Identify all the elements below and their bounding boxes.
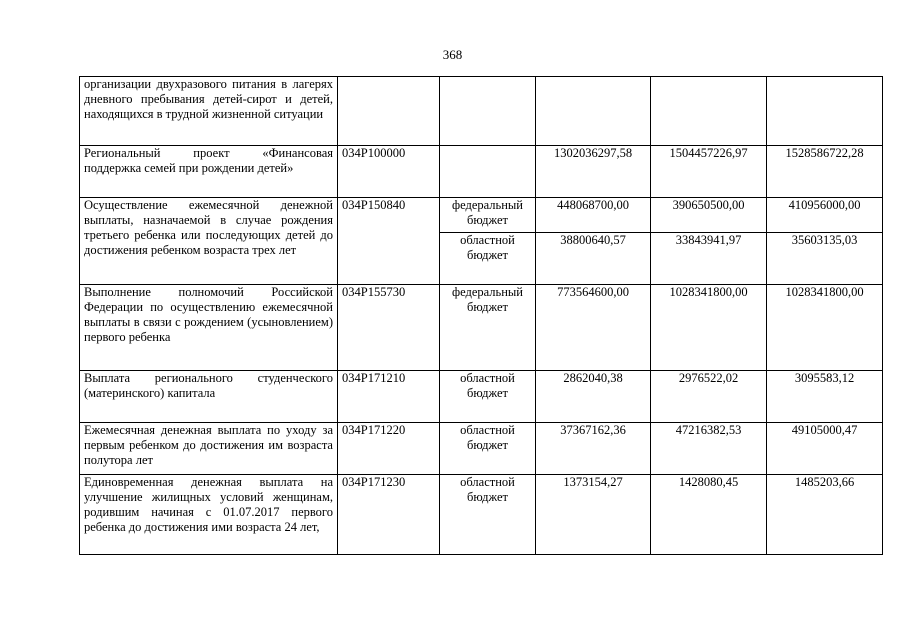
row-code-cell: 034P171220	[338, 423, 440, 475]
row-value-cell: 1028341800,00	[651, 285, 767, 371]
row-source-cell	[440, 77, 536, 146]
row-value-cell	[767, 77, 883, 146]
table-row	[80, 285, 883, 371]
row-value-cell: 448068700,00	[536, 198, 651, 233]
row-code-cell: 034P155730	[338, 285, 440, 371]
row-value-cell: 38800640,57	[536, 233, 651, 285]
row-source-cell: федеральный бюджет	[440, 285, 536, 371]
row-value-cell: 2862040,38	[536, 371, 651, 423]
budget-table	[79, 76, 883, 555]
row-value-cell	[651, 77, 767, 146]
row-value-cell: 37367162,36	[536, 423, 651, 475]
row-value-cell: 1302036297,58	[536, 146, 651, 198]
row-code-cell	[338, 77, 440, 146]
row-value-cell: 1028341800,00	[767, 285, 883, 371]
row-code-cell: 034P100000	[338, 146, 440, 198]
row-value-cell: 1485203,66	[767, 475, 883, 555]
row-name-cell: Выполнение полномочий Российской Федерации по осуществлению ежемесячной выплаты в связи с рождением (усыновлением) первого ребенка	[80, 285, 338, 371]
row-value-cell: 390650500,00	[651, 198, 767, 233]
row-source-cell: областной бюджет	[440, 475, 536, 555]
row-value-cell	[536, 77, 651, 146]
row-source-cell: областной бюджет	[440, 423, 536, 475]
row-value-cell: 1528586722,28	[767, 146, 883, 198]
table-row	[80, 77, 883, 146]
table-row	[80, 371, 883, 423]
table-row	[80, 423, 883, 475]
row-name-cell: Региональный проект «Финансовая поддержка семей при рождении детей»	[80, 146, 338, 198]
row-value-cell: 2976522,02	[651, 371, 767, 423]
row-value-cell: 49105000,47	[767, 423, 883, 475]
row-name-cell: Осуществление ежемесячной денежной выплаты, назначаемой в случае рождения третьего ребенка или последующих детей до достижения ребенком возраста трех лет	[80, 198, 338, 285]
row-value-cell: 1504457226,97	[651, 146, 767, 198]
row-value-cell: 35603135,03	[767, 233, 883, 285]
row-code-cell: 034P150840	[338, 198, 440, 285]
row-code-cell: 034P171230	[338, 475, 440, 555]
row-value-cell: 773564600,00	[536, 285, 651, 371]
table-row	[80, 146, 883, 198]
row-value-cell: 47216382,53	[651, 423, 767, 475]
row-name-cell: Ежемесячная денежная выплата по уходу за первым ребенком до достижения им возраста полутора лет	[80, 423, 338, 475]
row-source-cell	[440, 146, 536, 198]
table-row	[80, 198, 883, 233]
page-number: 368	[442, 47, 463, 62]
table-row	[80, 475, 883, 555]
row-source-cell: федеральный бюджет	[440, 198, 536, 233]
row-source-cell: областной бюджет	[440, 371, 536, 423]
row-value-cell: 1428080,45	[651, 475, 767, 555]
row-name-cell: Выплата регионального студенческого (материнского) капитала	[80, 371, 338, 423]
row-value-cell: 410956000,00	[767, 198, 883, 233]
row-name-cell: организации двухразового питания в лагерях дневного пребывания детей-сирот и детей, находящихся в трудной жизненной ситуации	[80, 77, 338, 146]
row-value-cell: 3095583,12	[767, 371, 883, 423]
row-value-cell: 1373154,27	[536, 475, 651, 555]
row-value-cell: 33843941,97	[651, 233, 767, 285]
row-source-cell: областной бюджет	[440, 233, 536, 285]
row-code-cell: 034P171210	[338, 371, 440, 423]
row-name-cell: Единовременная денежная выплата на улучшение жилищных условий женщинам, родившим начиная с 01.07.2017 первого ребенка до достижения ими возраста 24 лет,	[80, 475, 338, 555]
